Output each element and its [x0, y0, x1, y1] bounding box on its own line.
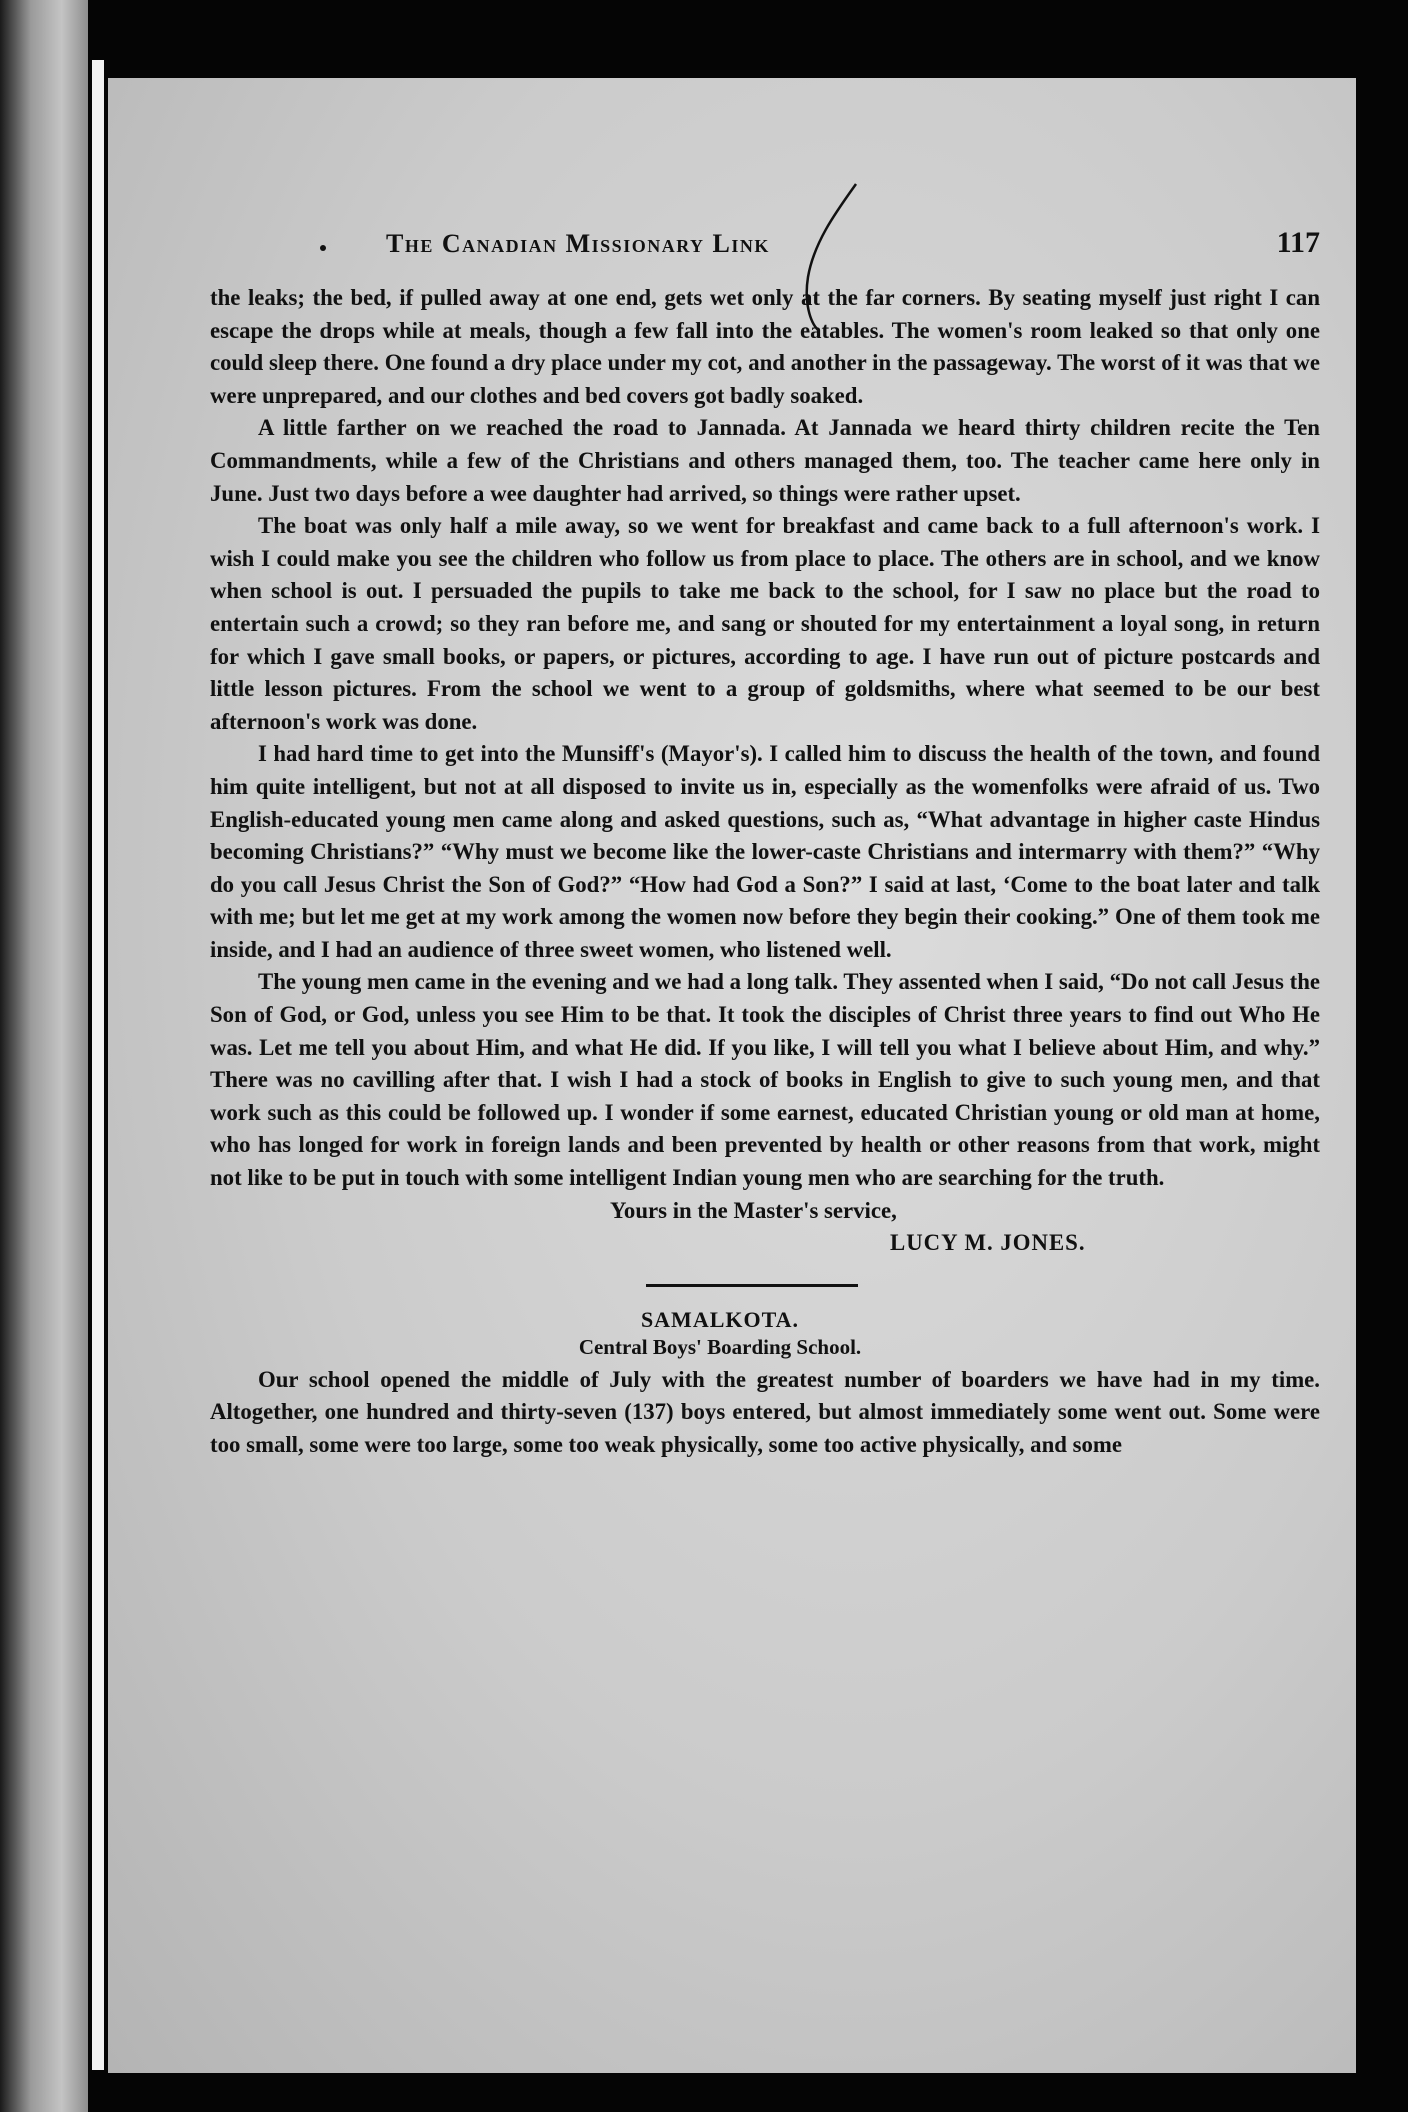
paragraph: the leaks; the bed, if pulled away at one end, gets wet only at the far corners. By seating myself just right I can escape the drops while at meals, though a few fall into the eatables. The women's room leaked so that only one could sleep there. One found a dry place under my cot, and another in the passageway. The worst of it was that we were unprepared, and our clothes and bed covers got badly soaked. [210, 285, 1320, 408]
running-header [210, 226, 1320, 270]
section-divider [646, 1284, 858, 1287]
author-name: LUCY M. JONES. [890, 1230, 1086, 1256]
closing-line: Yours in the Master's service, [610, 1197, 897, 1223]
section-title: SAMALKOTA. [640, 1306, 800, 1332]
signoff [210, 1195, 1320, 1260]
paragraph: A little farther on we reached the road to Jannada. At Jannada we heard thirty children recite the Ten Commandments, while a few of the Christians and others managed them, too. The teacher came here only in June. Just two days before a wee daughter had arrived, so things were rather upset. [210, 415, 1320, 506]
paragraph: Our school opened the middle of July with the greatest number of boarders we have had in my time. Altogether, one hundred and thirty-seven (137) boys entered, but almost immediately some went out. Some were too small, some were too large, some too weak physically, some too active physically, and some [210, 1366, 1320, 1457]
paragraph: The young men came in the evening and we had a long talk. They assented when I said, “Do not call Jesus the Son of God, or God, unless you see Him to be that. It took the disciples of Christ three years to find out Who He was. Let me tell you about Him, and what He did. If you like, I will tell you what I believe about Him, and why.” There was no cavilling after that. I wish I had a stock of books in English to give to such young men, and that work such as this could be followed up. I wonder if some earnest, educated Christian young or old man at home, who has longed for work in foreign lands and been prevented by health or other reasons from that work, might not like to be put in touch with some intelligent Indian young men who are searching for the truth. [210, 969, 1320, 1191]
letter-body [210, 282, 1320, 1195]
book-page [108, 78, 1356, 2073]
adjacent-page-edge [0, 0, 88, 2112]
section-subtitle: Central Boys' Boarding School. [578, 1334, 862, 1359]
page-number: 117 [1276, 226, 1320, 259]
page-gutter-edge [92, 60, 104, 2070]
paragraph: The boat was only half a mile away, so we went for breakfast and came back to a full afternoon's work. I wish I could make you see the children who follow us from place to place. The others are in school, and we know when school is out. I persuaded the pupils to take me back to the school, for I saw no place but the road to entertain such a crowd; so they ran before me, and sang or shouted for my entertainment a loyal song, in return for which I gave small books, or papers, or pictures, according to age. I have run out of picture postcards and little lesson pictures. From the school we went to a group of goldsmiths, where what seemed to be our best afternoon's work was done. [210, 513, 1320, 734]
running-title: The Canadian Missionary Link [386, 229, 770, 258]
header-dot [320, 245, 326, 251]
page-content [210, 226, 1320, 1462]
paragraph: I had hard time to get into the Munsiff's (Mayor's). I called him to discuss the health of the town, and found him quite intelligent, but not at all disposed to invite us in, especially as the womenfolks were afraid of us. Two English-educated young men came along and asked questions, such as, “What advantage in higher caste Hindus becoming Christians?” “Why must we become like the lower-caste Christians and intermarry with them?” “Why do you call Jesus Christ the Son of God?” “How had God a Son?” I said at last, ‘Come to the boat later and talk with me; but let me get at my work among the women now before they begin their cooking.” One of them took me inside, and I had an audience of three sweet women, who listened well. [210, 741, 1320, 962]
